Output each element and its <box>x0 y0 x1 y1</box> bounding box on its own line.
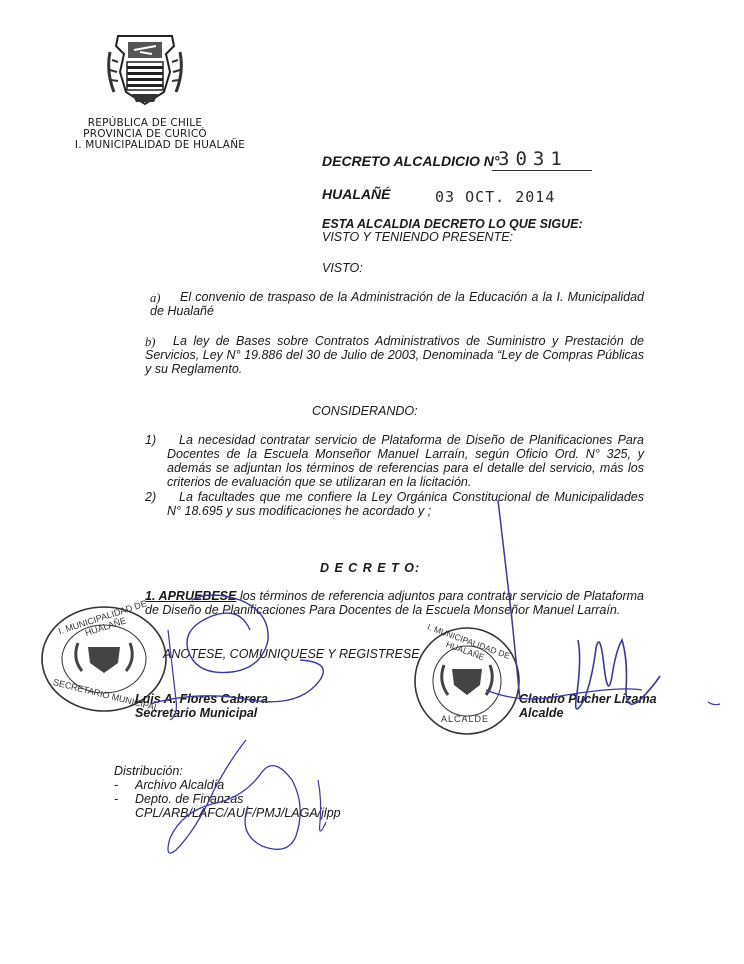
header-province: PROVINCIA DE CURICÓ <box>83 128 207 140</box>
decreto-item-label: 1. APRUEBESE <box>145 589 237 603</box>
header-municipality: I. MUNICIPALIDAD DE HUALAÑE <box>74 139 246 151</box>
considerando-item-1: La necesidad contratar servicio de Plataforma de Diseño de Planificaciones Para Docentes de la Escuela Monseñor Manuel Larraín, según Oficio Ord. N° 325, y además se adjuntan los términos de referencias para el detalle del servicio, más los criterios de evaluación que se utilizaran en la licitación. <box>167 433 644 489</box>
considerando-marker-2: 2) <box>145 490 157 504</box>
visto-item-a: El convenio de traspaso de la Administración de la Educación a la I. Municipalidad de Hualañé <box>150 290 644 318</box>
decree-date: 03 OCT. 2014 <box>435 188 556 206</box>
considerando-heading: CONSIDERANDO: <box>312 404 418 418</box>
distribution-marker-1: - <box>114 778 119 792</box>
considerando-item-2: La facultades que me confiere la Ley Orgánica Constitucional de Municipalidades N° 18.695 y sus modificaciones he acordado y ; <box>167 490 644 518</box>
header-republic: REPÚBLICA DE CHILE <box>87 117 203 129</box>
distribution-heading: Distribución: <box>114 764 183 778</box>
decree-intro: ESTA ALCALDIA DECRETO LO QUE SIGUE: <box>322 217 583 231</box>
distribution-marker-2: - <box>114 792 119 806</box>
secretary-stamp-bottom-text: SECRETARIO MUNICIPAL <box>52 677 160 713</box>
visto-item-b: La ley de Bases sobre Contratos Administrativos de Suministro y Prestación de Servicios, Ley N° 19.886 del 30 de Julio de 2003, Denominada “Ley de Compras Públicas y su Reglamento. <box>145 334 644 376</box>
secretary-role: Secretario Municipal <box>135 706 258 720</box>
distribution-initials: CPL/ARB/LAFC/AUF/PMJ/LAGA/jlpp <box>135 806 341 820</box>
visto-heading: VISTO: <box>322 261 363 275</box>
decree-place: HUALAÑÉ <box>322 186 391 202</box>
secretary-name: Luis A. Flores Cabrera <box>135 692 268 706</box>
decree-title: DECRETO ALCALDICIO N° <box>322 153 500 169</box>
mayor-stamp-bottom-text: ALCALDE <box>440 714 490 724</box>
distribution-item-2: Depto. de Finanzas <box>135 792 244 806</box>
decree-number: 3031 <box>498 148 568 170</box>
visto-presente: VISTO Y TENIENDO PRESENTE: <box>322 230 514 244</box>
mayor-name: Claudio Pucher Lizama <box>519 692 657 706</box>
considerando-marker-1: 1) <box>145 433 157 447</box>
decreto-item-text: los términos de referencia adjuntos para contratar servicio de Plataforma de Diseño de Planificaciones Para Docentes de la Escuela Monseñor Manuel Larraín. <box>145 589 644 617</box>
closing-line: ANOTESE, COMUNIQUESE Y REGISTRESE <box>163 647 420 661</box>
decreto-heading: D E C R E T O: <box>320 561 421 575</box>
visto-marker-b: b) <box>145 335 156 349</box>
secretary-stamp-top-text: I. MUNICIPALIDAD DE HUALAÑE <box>56 598 148 639</box>
mayor-stamp-top-text: I. MUNICIPALIDAD DE HUALAÑE <box>426 621 512 663</box>
visto-marker-a: a) <box>150 291 161 305</box>
distribution-item-1: Archivo Alcaldía <box>135 778 225 792</box>
mayor-role: Alcalde <box>519 706 564 720</box>
